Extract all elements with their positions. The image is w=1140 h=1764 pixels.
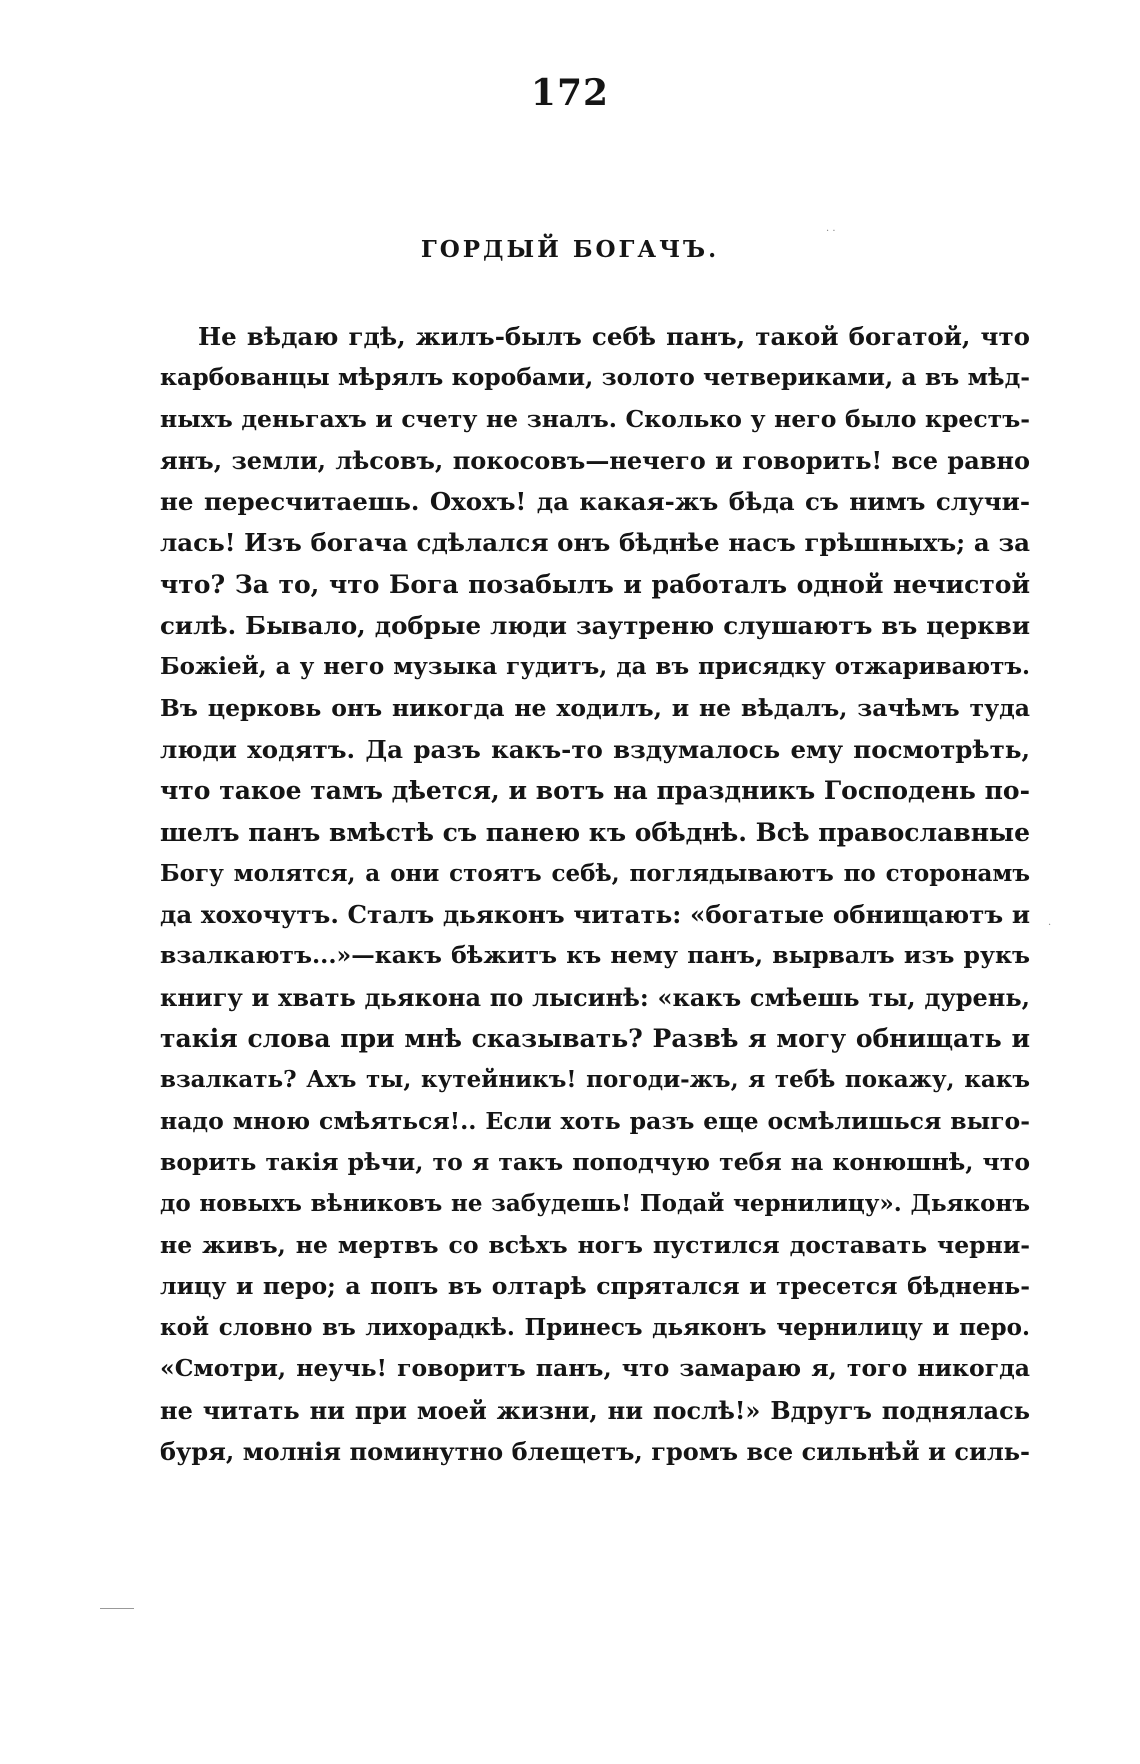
text-line: Божіей, а у него музыка гудитъ, да въ присядку отжариваютъ. — [160, 653, 1030, 681]
text-line: Богу молятся, а они стоятъ себѣ, поглядываютъ по сторонамъ — [160, 859, 1030, 887]
text-line: янъ, земли, лѣсовъ, покосовъ—нечего и говорить! все равно — [160, 445, 1030, 475]
text-line: шелъ панъ вмѣстѣ съ панею къ обѣднѣ. Всѣ православные — [160, 817, 1030, 847]
text-line: что? За то, что Бога позабылъ и работалъ одной нечистой — [160, 569, 1030, 599]
print-speck: · · — [826, 226, 836, 237]
text-line: такія слова при мнѣ сказывать? Развѣ я могу обнищать и — [160, 1024, 1030, 1054]
text-line: лицу и перо; а попъ въ олтарѣ спрятался и тресется бѣднень- — [160, 1271, 1030, 1300]
text-line: взалкаютъ...»—какъ бѣжитъ къ нему панъ, вырвалъ изъ рукъ — [160, 941, 1030, 970]
text-line: ворить такія рѣчи, то я такъ поподчую тебя на конюшнѣ, что — [160, 1147, 1030, 1176]
page-number: 172 — [530, 72, 610, 114]
print-mark — [100, 1608, 134, 1609]
text-line: карбованцы мѣрялъ коробами, золото четвериками, а въ мѣд- — [160, 363, 1030, 392]
text-line: надо мною смѣяться!.. Если хоть разъ еще осмѣлишься выго- — [160, 1106, 1030, 1135]
text-line: лась! Изъ богача сдѣлался онъ бѣднѣе насъ грѣшныхъ; а за — [160, 528, 1030, 558]
text-line: кой словно въ лихорадкѣ. Принесъ дьяконъ чернилицу и перо. — [160, 1314, 1030, 1342]
text-line: книгу и хвать дьякона по лысинѣ: «какъ смѣешь ты, дурень, — [160, 982, 1030, 1012]
text-line: силѣ. Бывало, добрые люди заутреню слушаютъ въ церкви — [160, 611, 1030, 641]
body-text — [160, 316, 1030, 1472]
text-line: что такое тамъ дѣется, и вотъ на праздникъ Господень по- — [160, 776, 1030, 806]
text-line: ныхъ деньгахъ и счету не зналъ. Сколько у него было крестъ- — [160, 404, 1030, 433]
text-line: до новыхъ вѣниковъ не забудешь! Подай чернилицу». Дьяконъ — [160, 1190, 1030, 1218]
text-line: люди ходятъ. Да разъ какъ-то вздумалось ему посмотрѣть, — [160, 734, 1030, 764]
text-line: Не вѣдаю гдѣ, жилъ-былъ себѣ панъ, такой богатой, что — [198, 322, 1030, 351]
text-line: «Смотри, неучь! говоритъ панъ, что замараю я, того никогда — [160, 1354, 1030, 1383]
chapter-title: ГОРДЫЙ БОГАЧЪ. — [420, 236, 720, 263]
print-speck: · — [1048, 920, 1052, 931]
text-line: Въ церковь онъ никогда не ходилъ, и не вѣдалъ, зачѣмъ туда — [160, 693, 1030, 722]
text-line: не пересчитаешь. Охохъ! да какая-жъ бѣда съ нимъ случи- — [160, 487, 1030, 517]
text-line: не читать ни при моей жизни, ни послѣ!» Вдругъ поднялась — [160, 1395, 1030, 1425]
text-line: буря, молнія поминутно блещетъ, громъ все сильнѣй и силь- — [160, 1437, 1030, 1467]
text-line: да хохочутъ. Сталъ дьяконъ читать: «богатые обнищаютъ и — [160, 900, 1030, 930]
text-line: взалкать? Ахъ ты, кутейникъ! погоди-жъ, я тебѣ покажу, какъ — [160, 1066, 1030, 1094]
text-line: не живъ, не мертвъ со всѣхъ ногъ пустился доставать черни- — [160, 1230, 1030, 1259]
